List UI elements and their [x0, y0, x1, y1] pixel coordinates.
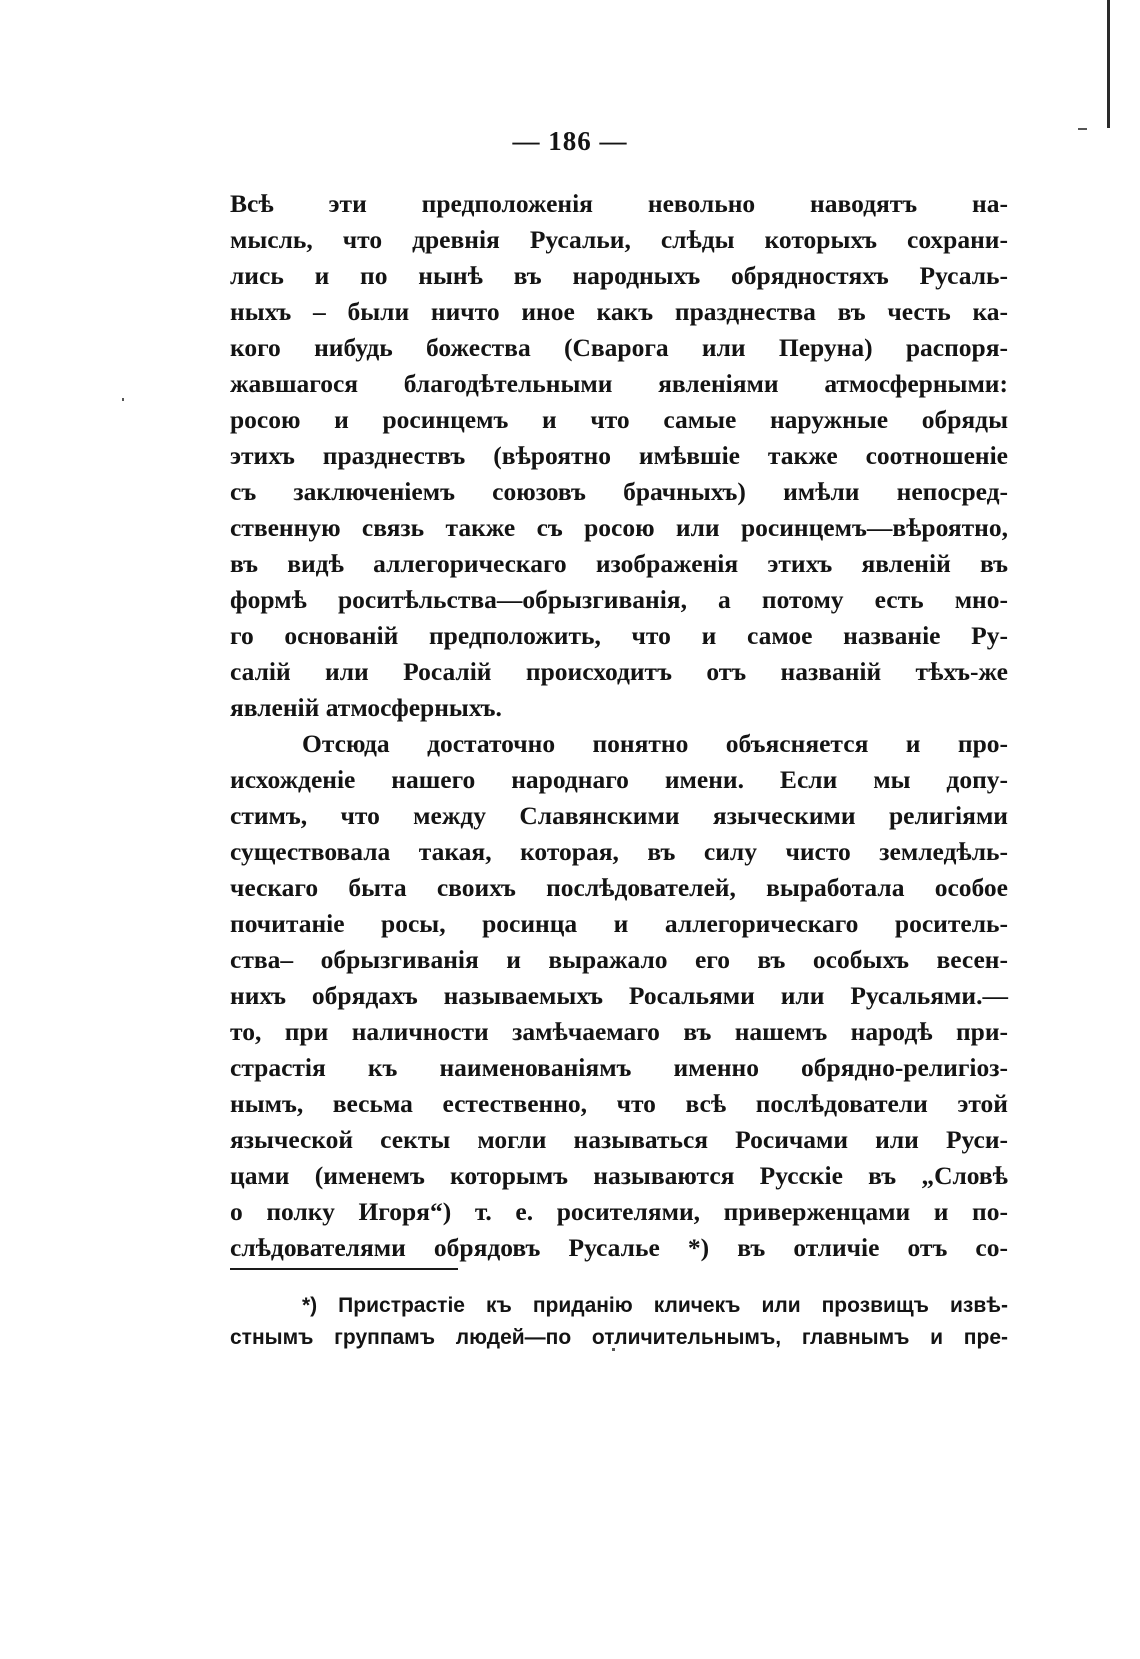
text-line: нихъ обрядахъ называемыхъ Росальями или Русальями.— [230, 981, 1008, 1010]
text-line: исхожденіе нашего народнаго имени. Если мы допу- [230, 765, 1008, 794]
text-line: ческаго быта своихъ послѣдователей, выработала особое [230, 873, 1008, 902]
text-line: Всѣ эти предположенія невольно наводятъ на- [230, 189, 1008, 218]
text-line: салій или Росалій происходитъ отъ названій тѣхъ-же [230, 657, 1008, 686]
page-number: — 186 — [512, 126, 628, 156]
text-line: формѣ роситѣльства—обрызгиванія, а потому есть мно- [230, 585, 1008, 614]
text-line: кого нибудь божества (Сварога или Перуна) распоря- [230, 333, 1008, 362]
text-line: почитаніе росы, росинца и аллегорическаго роситель- [230, 909, 1008, 938]
text-line: въ видѣ аллегорическаго изображенія этихъ явленій въ [230, 549, 1008, 578]
footnote-divider [230, 1268, 458, 1270]
text-line: то, при наличности замѣчаемаго въ нашемъ народѣ при- [230, 1017, 1008, 1046]
text-line: росою и росинцемъ и что самые наружные обряды [230, 405, 1008, 434]
text-line: существовала такая, которая, въ силу чисто земледѣль- [230, 837, 1008, 866]
text-line: мысль, что древнія Русальи, слѣды которыхъ сохрани- [230, 225, 1008, 254]
main-text [230, 186, 1008, 1266]
text-line: жавшагося благодѣтельными явленіями атмосферными: [230, 369, 1008, 398]
text-line: цами (именемъ которымъ называются Русскіе въ „Словѣ [230, 1161, 1008, 1190]
text-line: нымъ, весьма естественно, что всѣ послѣдователи этой [230, 1089, 1008, 1118]
text-line: явленій атмосферныхъ. [230, 693, 502, 722]
footnote [230, 1290, 1008, 1354]
text-line: ныхъ – были ничто иное какъ празднества въ честь ка- [230, 297, 1008, 326]
text-line: слѣдователями обрядовъ Русалье *) въ отличіе отъ со- [230, 1233, 1008, 1262]
scan-edge-mark [1107, 0, 1110, 128]
text-line: ственную связь также съ росою или росинцемъ—вѣроятно, [230, 513, 1008, 542]
scan-speck [122, 398, 124, 401]
footnote-line: стнымъ группамъ людей—по отличительнымъ, главнымъ и пре- [230, 1326, 1008, 1349]
text-line: го основаній предположить, что и самое названіе Ру- [230, 621, 1008, 650]
text-line: Отсюда достаточно понятно объясняется и про- [302, 729, 1008, 758]
text-line: о полку Игоря“) т. е. росителями, приверженцами и по- [230, 1197, 1008, 1226]
text-line: лись и по нынѣ въ народныхъ обрядностяхъ Русаль- [230, 261, 1008, 290]
text-line: ства– обрызгиванія и выражало его въ особыхъ весен- [230, 945, 1008, 974]
footnote-line: *) Пристрастіе къ приданію кличекъ или прозвищъ извѣ- [302, 1294, 1008, 1317]
text-line: стимъ, что между Славянскими языческими религіями [230, 801, 1008, 830]
text-line: съ заключеніемъ союзовъ брачныхъ) имѣли непосред- [230, 477, 1008, 506]
text-line: языческой секты могли называться Росичами или Руси- [230, 1125, 1008, 1154]
text-line: этихъ празднествъ (вѣроятно имѣвшіе также соотношеніе [230, 441, 1008, 470]
text-line: страстія къ наименованіямъ именно обрядно-религіоз- [230, 1053, 1008, 1082]
